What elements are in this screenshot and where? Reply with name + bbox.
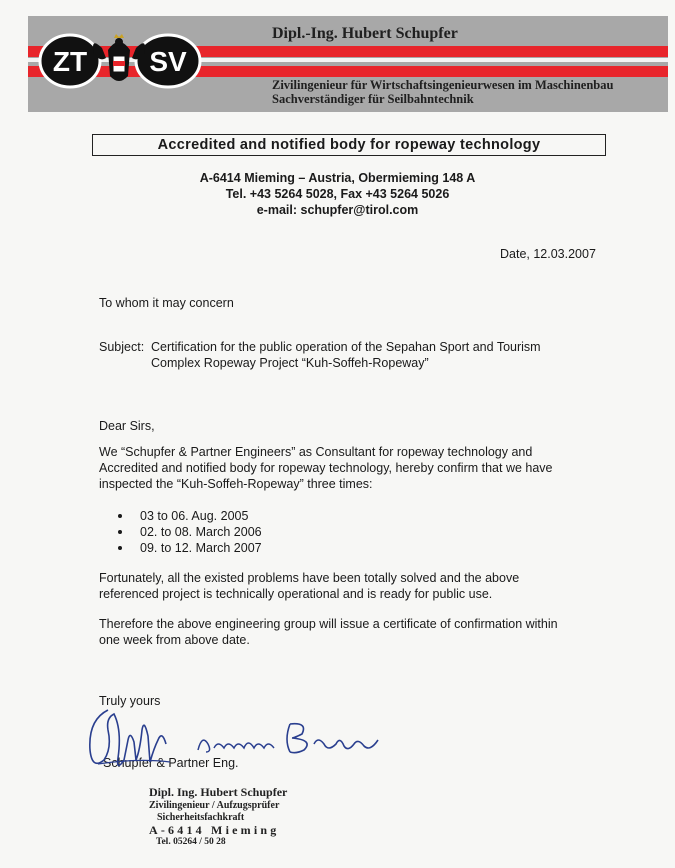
- inspection-list: [118, 508, 262, 556]
- handwritten-signature: [78, 700, 388, 782]
- stamp-line: Sicherheitsfachkraft: [157, 812, 245, 823]
- phone-fax-line: Tel. +43 5264 5028, Fax +43 5264 5026: [225, 187, 450, 201]
- stamp-line: Zivilingenieur / Aufzugsprüfer: [149, 800, 280, 811]
- paragraph-line: one week from above date.: [99, 633, 250, 647]
- letter-date: Date, 12.03.2007: [500, 247, 596, 261]
- zt-sv-logo: [30, 28, 210, 94]
- list-item: 03 to 06. Aug. 2005: [118, 508, 262, 524]
- subject-label: Subject:: [99, 340, 145, 354]
- subject-text: Complex Ropeway Project “Kuh-Soffeh-Ropeway”: [151, 356, 429, 370]
- address-line: A-6414 Mieming – Austria, Obermieming 148 A: [199, 171, 476, 185]
- letterhead-title-line: Zivilingenieur für Wirtschaftsingenieurwesen im Maschinenbau: [272, 78, 614, 92]
- subject-text: Certification for the public operation of the Sepahan Sport and Tourism: [151, 340, 541, 354]
- logo-zt-text: ZT: [52, 46, 88, 77]
- email-line: e-mail: schupfer@tirol.com: [256, 203, 419, 217]
- logo-sv-text: SV: [149, 46, 187, 77]
- paragraph-line: We “Schupfer & Partner Engineers” as Consultant for ropeway technology and: [99, 445, 533, 459]
- austrian-eagle-icon: [93, 34, 145, 81]
- paragraph-line: Therefore the above engineering group will issue a certificate of confirmation within: [99, 617, 558, 631]
- letterhead-title-line: Sachverständiger für Seilbahntechnik: [272, 92, 474, 106]
- stamp-line: Dipl. Ing. Hubert Schupfer: [149, 785, 288, 799]
- stamp-line: Tel. 05264 / 50 28: [156, 837, 226, 847]
- paragraph-line: referenced project is technically operational and is ready for public use.: [99, 587, 493, 601]
- accreditation-box: Accredited and notified body for ropeway technology: [92, 134, 606, 156]
- letterhead-name: Dipl.-Ing. Hubert Schupfer: [272, 25, 458, 42]
- letterhead-banner: [28, 16, 668, 112]
- salutation: Dear Sirs,: [99, 419, 155, 433]
- paragraph: [99, 570, 519, 602]
- paragraph: [99, 616, 558, 648]
- closing: Truly yours: [99, 694, 161, 708]
- paragraph-line: Accredited and notified body for ropeway technology, hereby confirm that we have: [99, 461, 553, 475]
- stamp-line: A-6414 Mieming: [149, 823, 280, 837]
- list-item: 02. to 08. March 2006: [118, 524, 262, 540]
- paragraph: [99, 444, 553, 492]
- signatory-name: Schupfer & Partner Eng.: [103, 756, 239, 770]
- paragraph-line: Fortunately, all the existed problems have been totally solved and the above: [99, 571, 520, 585]
- greeting: To whom it may concern: [99, 296, 234, 310]
- list-item: 09. to 12. March 2007: [118, 540, 262, 556]
- paragraph-line: inspected the “Kuh-Soffeh-Ropeway” three times:: [99, 477, 373, 491]
